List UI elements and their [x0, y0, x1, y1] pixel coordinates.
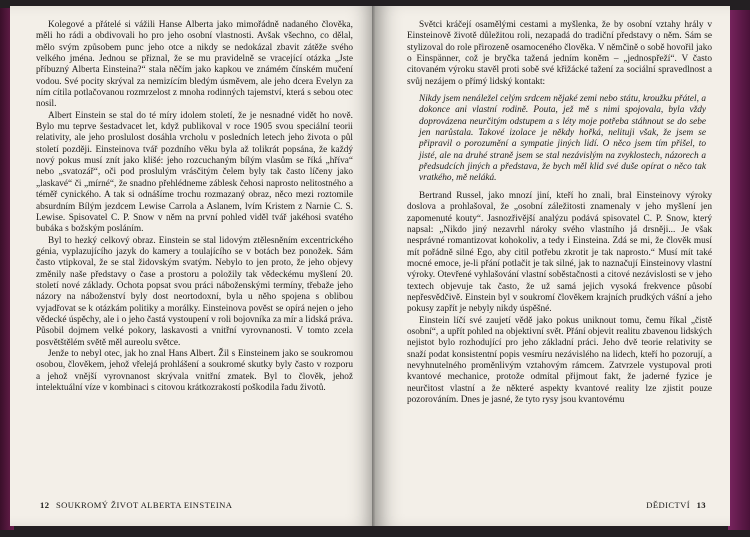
left-page-footer — [36, 500, 232, 510]
right-page-number: 13 — [696, 500, 706, 510]
right-running-head: DĚDICTVÍ — [646, 500, 691, 510]
left-paragraph-3: Byl to hezký celkový obraz. Einstein se stal lidovým ztělesněním excentrického génia, vyplazujícího jazyk do kamery a toulajícího se v botách bez ponožek. Sám často vtipkoval, že se stal židovským svatým. Nebylo to jen proto, že jeho objevy změnily naše představy o čase a prostoru a položily tak vědeckému myšlení 20. století nové základy. Ochota popsat svou práci náboženskými termíny, třebaže jeho názory na náboženství byly dost neortodoxní, byla u něho spojena s oblibou vyjadřovat se k otázkám politiky a morálky. Einsteinova pověst se opírá nejen o jeho vědecké úspěchy, ale i o jeho častá vystoupení v roli bojovníka za mír a lidská práva. Působil dojmem velké pokory, laskavosti a vnitřní vyrovnanosti. V tomto zcela posvětštělém světě měl aureolu světce. — [36, 235, 353, 348]
einstein-quote: Nikdy jsem nenáležel celým srdcem nějaké zemi nebo státu, kroužku přátel, a dokonce ani vlastní rodině. Pouta, jež mě s nimi spojovala, byla vždy doprovázena neurčitým odstupem a s léty moje potřeba stáhnout se do sebe jen narůstala. Takové izolace je někdy hořká, nelituji však, že jsem se připravil o porozumění a sympatie jiných lidí. O něco jsem tím přišel, to jisté, ale na druhé straně jsem se stal nezávislým na zvyklostech, názorech a předsudcích jiných a představa, že bych měl klid své duše opírat o něco tak vratkého, mě neláká. — [419, 94, 706, 184]
left-paragraph-2: Albert Einstein se stal do té míry idolem století, že je nesnadné vidět ho nově. Bylo mu teprve šestadvacet let, když publikoval v roce 1905 svou speciální teorii relativity, ale jeho proslulost dosáhla vrcholu v posledních letech jeho života o půl století později. Einsteinova tvář pozdního věku byla až tolikrát popsána, že každý nový pokus musí znít jako klišé: jeho rozcuchaným bílým vlasům se říká „hříva“ nebo „svatozář“, oči pod proslulým vrásčitým čelem byly tak často líčeny jako „laskavé“ či „mírné“, že snadno přehlédneme záblesk čehosi naprosto nelitostného a téměř cynického. A tak si odnášíme trochu rozmazaný obraz, něco mezi roztomile absurdním Bílým jezdcem Lewise Carrola a Aslanem, lvím Kristem z Narnie C. S. Lewise. Spisovatel C. P. Snow v něm na první pohled viděl tvář jakéhosi svatého bubáka s božským posláním. — [36, 110, 353, 235]
right-paragraph-2: Bertrand Russel, jako mnozí jiní, kteří ho znali, bral Einsteinovy výroky doslova a prohlašoval, že „osobní záležitosti znamenaly v jeho myšlení jen zapomenuté kouty“. Jasnozřivější analýzu podává spisovatel C. P. Snow, který napsal: „Nikdo jiný nezavrhl nároky svého vlastního já drsněji... Je však nesprávné romantizovat kohokoliv, a tedy i Einsteina. Zdá se mi, že člověk musí mít pořádně silné Ego, aby citil potřebu zkrotit je tak naprosto.“ Musí mít také mocné emoce, je-li přání potlačit je tak silné, jak to naznačují Einsteinovy vlastní výroky. Otevřené vyhlašování vlastní soběstačnosti a citové nezávislosti se v jeho textech objevuje tak často, že už samá jejich vysoká frekvence působí nepřesvědčivě. Einstein byl v soukromí člověkem krajních prudkých vášní a jeho pokusy zapřít je nebyly nikdy úspěšné. — [407, 190, 712, 315]
right-paragraph-3: Einstein líčí své zaujetí vědě jako pokus uniknout tomu, čemu říkal „čistě osobní“, a upřít pohled na objektivní svět. Přání objevit realitu zbavenou lidských nejistot bylo rozhodující pro jeho základní práci. Jeho dvě teorie relativity se snaží podat konsistentní popis vesmíru nezávislého na lidech, kteří ho pozorují, a nevyhnutelného proměnlivým vztahovým rámcem. Zatvrzele vystupoval proti kvantové mechanice, protože odmítal přijmout fakt, že jaderné fyzice je neurčitost vlastní a že některé aspekty kvantové reality lze zjistit pouze pozorováním. Dnes je jasné, že tyto rysy jsou kvantovému — [407, 315, 712, 405]
right-page-text — [407, 20, 712, 486]
left-page-text — [36, 20, 353, 486]
right-page — [375, 6, 730, 526]
right-paragraph-1: Světci kráčejí osamělými cestami a myšlenka, že by osobní vztahy hrály v Einsteinově životě důležitou roli, nezapadá do tradiční představy o něm. Sám se stylizoval do role přirozeně osamoceného člověka. V němčině o sobě hovořil jako o Einspänner, což je bryčka tažená jedním koněm – „jednospřeží“. V často citovaném výroku stavěl proti sobě své křižácké tažení za sociální spravedlnost a svůj nezájem o přímý lidský kontakt: — [407, 20, 712, 87]
left-running-head: SOUKROMÝ ŽIVOT ALBERTA EINSTEINA — [55, 500, 233, 510]
left-page — [10, 6, 375, 526]
left-paragraph-4: Jenže to nebyl otec, jak ho znal Hans Albert. Žil s Einsteinem jako se soukromou osobou, člověkem, jehož vřelejá prohlášení a soukromé skutky byly často v rozporu a jehož vnější vyrovnanost skrývala vnitřní zmatek. Byl to člověk, jehož intelektuální víze v kombinaci s citovou krátkozrakostí poškodila řadu životů. — [36, 348, 353, 393]
book-cover-right-edge — [728, 10, 750, 530]
left-paragraph-1: Kolegové a přátelé si vážili Hanse Alberta jako mimořádně nadaného člověka, měli ho rádi a obdivovali ho pro jeho osobní vlastnosti. Avšak všechno, co dělal, mělo svým způsobem punc jeho otce a nikdy se nedokázal zbavit zátěže svého velkého jména. Jednou se přiznal, že se mu pravidelně se vracející otázka „Jste příbuzný Alberta Einsteina?“ stala něčím jako kapkou ve známém čínském mučení vodou. Své pocity skrýval za nemizícím bledým úsměvem, ale jeho dcera Evelyn za ním cítila potlačovanou rozmrzelost z mnoha rodinných tajemství, která s sebou otec nosil. — [36, 20, 353, 110]
left-page-number: 12 — [40, 500, 50, 510]
right-page-footer — [646, 500, 710, 510]
